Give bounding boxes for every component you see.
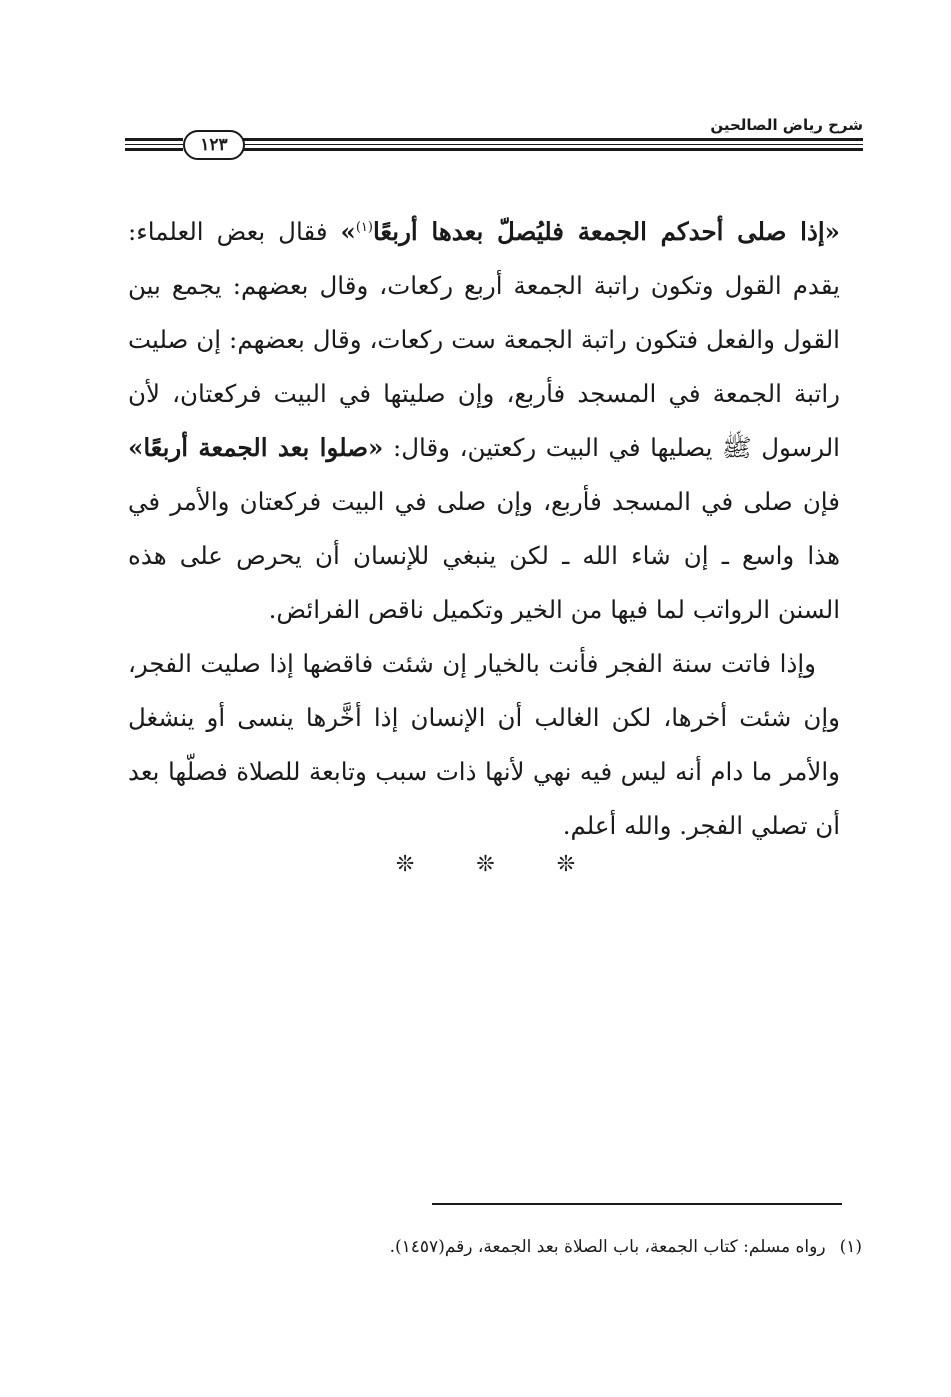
paragraph-1-end: فإن صلى في المسجد فأربع، وإن صلى في البيت فركعتان والأمر في هذا واسع ـ إن شاء الله ـ لكن ينبغي للإنسان أن يحرص على هذه السنن الرواتب لما فيها من الخير وتكميل ناقص الفرائض. (128, 487, 840, 624)
hadith-quote-2: «صلوا بعد الجمعة أربعًا» (128, 433, 384, 462)
header-rule-left (125, 138, 183, 141)
paragraph-1-text: فقال بعض العلماء: يقدم القول وتكون راتبة الجمعة أربع ركعات، وقال بعضهم: يجمع بين القول والفعل فتكون راتبة الجمعة ست ركعات، وقال بعضهم: إن صليت راتبة الجمعة في المسجد فأربع، وإن صليتها في البيت فركعتان، لأن الرسول ﷺ يصليها في البيت ركعتين، وقال: (128, 217, 840, 462)
main-text (128, 205, 840, 853)
footnote-ref[interactable]: (١) (355, 219, 373, 235)
header-rule-right-bottom (243, 148, 863, 151)
separator-star: ❊ (556, 852, 576, 877)
header-rule-left-bottom (125, 148, 183, 151)
footnote (250, 1237, 862, 1257)
hadith-quote: «إذا صلى أحدكم الجمعة فليُصلّ بعدها أربعًا (372, 217, 840, 246)
separator-star: ❊ (395, 852, 415, 877)
footnote-number: (١) (839, 1237, 862, 1257)
section-separator (0, 852, 951, 877)
header-rule-left-thin (125, 144, 183, 145)
header-rule-right-thin (243, 144, 863, 145)
paragraph-1 (128, 205, 840, 637)
header-rule-right (243, 138, 863, 141)
page-header (125, 112, 863, 162)
footnote-text: رواه مسلم: كتاب الجمعة، باب الصلاة بعد الجمعة، رقم(١٤٥٧). (389, 1237, 826, 1257)
quote-close: » (340, 217, 356, 246)
footnote-divider (432, 1203, 842, 1205)
separator-star: ❊ (476, 852, 495, 877)
running-title: شرح رياض الصالحين (710, 116, 863, 134)
page-number: ١٢٣ (183, 130, 245, 160)
paragraph-2: وإذا فاتت سنة الفجر فأنت بالخيار إن شئت فاقضها إذا صليت الفجر، وإن شئت أخرها، لكن الغالب أن الإنسان إذا أخَّرها ينسى أو ينشغل والأمر ما دام أنه ليس فيه نهي لأنها ذات سبب وتابعة للصلاة فصلّها بعد أن تصلي الفجر. والله أعلم. (128, 649, 840, 840)
